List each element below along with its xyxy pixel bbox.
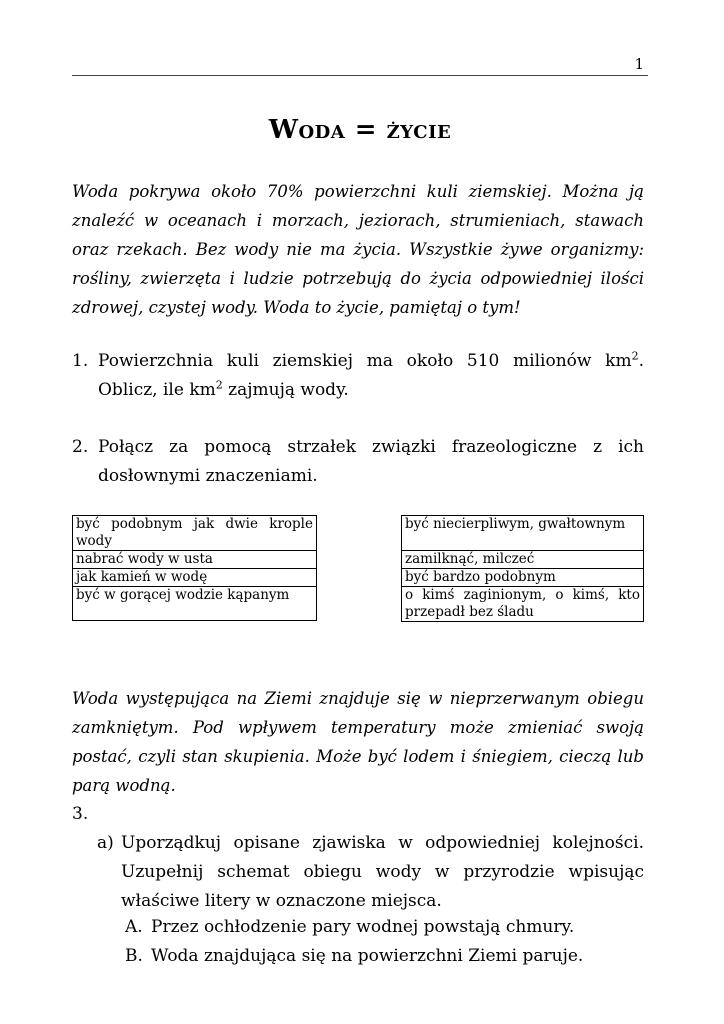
option-b: [125, 942, 644, 971]
table-row: [402, 587, 644, 622]
option-b-letter: B.: [125, 946, 143, 966]
meanings-table: [401, 515, 644, 622]
meaning-cell: zamilknąć, milczeć: [402, 551, 644, 569]
table-row: [402, 569, 644, 587]
task-2: [72, 433, 644, 491]
table-row: [402, 516, 644, 551]
task-1-text: [98, 347, 644, 405]
table-row: [73, 587, 317, 621]
task-3a: [97, 829, 644, 916]
phrases-table: [72, 515, 317, 621]
option-a-text: Przez ochłodzenie pary wodnej powstają chmury.: [151, 917, 575, 937]
task-1-number: 1.: [72, 351, 89, 371]
table-row: [73, 569, 317, 587]
table-row: [402, 551, 644, 569]
option-a-letter: A.: [125, 917, 143, 937]
header-rule: [72, 75, 648, 76]
task-3a-letter: a): [97, 833, 114, 853]
phrase-cell: być w gorącej wodzie kąpanym: [73, 587, 317, 621]
intro-paragraph: Woda pokrywa około 70% powierzchni kuli ziemskiej. Można ją znaleźć w oceanach i morzach, jeziorach, strumieniach, stawach oraz rzekach. Bez wody nie ma życia. Wszystkie żywe organizmy: rośliny, zwierzęta i ludzie potrzebują do życia odpowiedniej ilości zdrowej, czystej wody. Woda to życie, pamiętaj o tym!: [72, 182, 644, 317]
phrase-cell: być podobnym jak dwie krople wody: [73, 516, 317, 551]
page-title: Woda = życie: [268, 115, 452, 145]
phrase-cell: nabrać wody w usta: [73, 551, 317, 569]
meaning-cell: o kimś zaginionym, o kimś, kto przepadł bez śladu: [402, 587, 644, 622]
task-2-text: Połącz za pomocą strzałek związki frazeologiczne z ich dosłownymi znaczeniami.: [98, 437, 644, 486]
superscript: 2: [215, 378, 223, 392]
task-1: [72, 347, 644, 405]
phrase-cell: jak kamień w wodę: [73, 569, 317, 587]
superscript: 2: [631, 349, 639, 363]
option-b-text: Woda znajdująca się na powierzchni Ziemi paruje.: [151, 946, 584, 966]
page-number: 1: [634, 55, 644, 73]
water-cycle-info: Woda występująca na Ziemi znajduje się w nieprzerwanym obiegu zamkniętym. Pod wpływem temperatury może zmieniać swoją postać, czyli stan skupienia. Może być lodem i śniegiem, cieczą lub parą wodną.: [72, 689, 644, 795]
meaning-cell: być bardzo podobnym: [402, 569, 644, 587]
option-a: [125, 913, 644, 942]
task-3-number: 3.: [72, 804, 89, 824]
task-3a-text: Uporządkuj opisane zjawiska w odpowiedniej kolejności. Uzupełnij schemat obiegu wody w przyrodzie wpisując właściwe litery w oznaczone miejsca.: [121, 833, 644, 911]
task-1-text-middle: . Oblicz, ile km: [98, 351, 644, 400]
task-1-text-after: zajmują wody.: [222, 380, 349, 400]
table-row: [73, 551, 317, 569]
task-1-text-before: Powierzchnia kuli ziemskiej ma około 510 milionów km: [98, 351, 632, 371]
table-row: [73, 516, 317, 551]
meaning-cell: być niecierpliwym, gwałtownym: [402, 516, 644, 551]
task-2-number: 2.: [72, 437, 89, 457]
